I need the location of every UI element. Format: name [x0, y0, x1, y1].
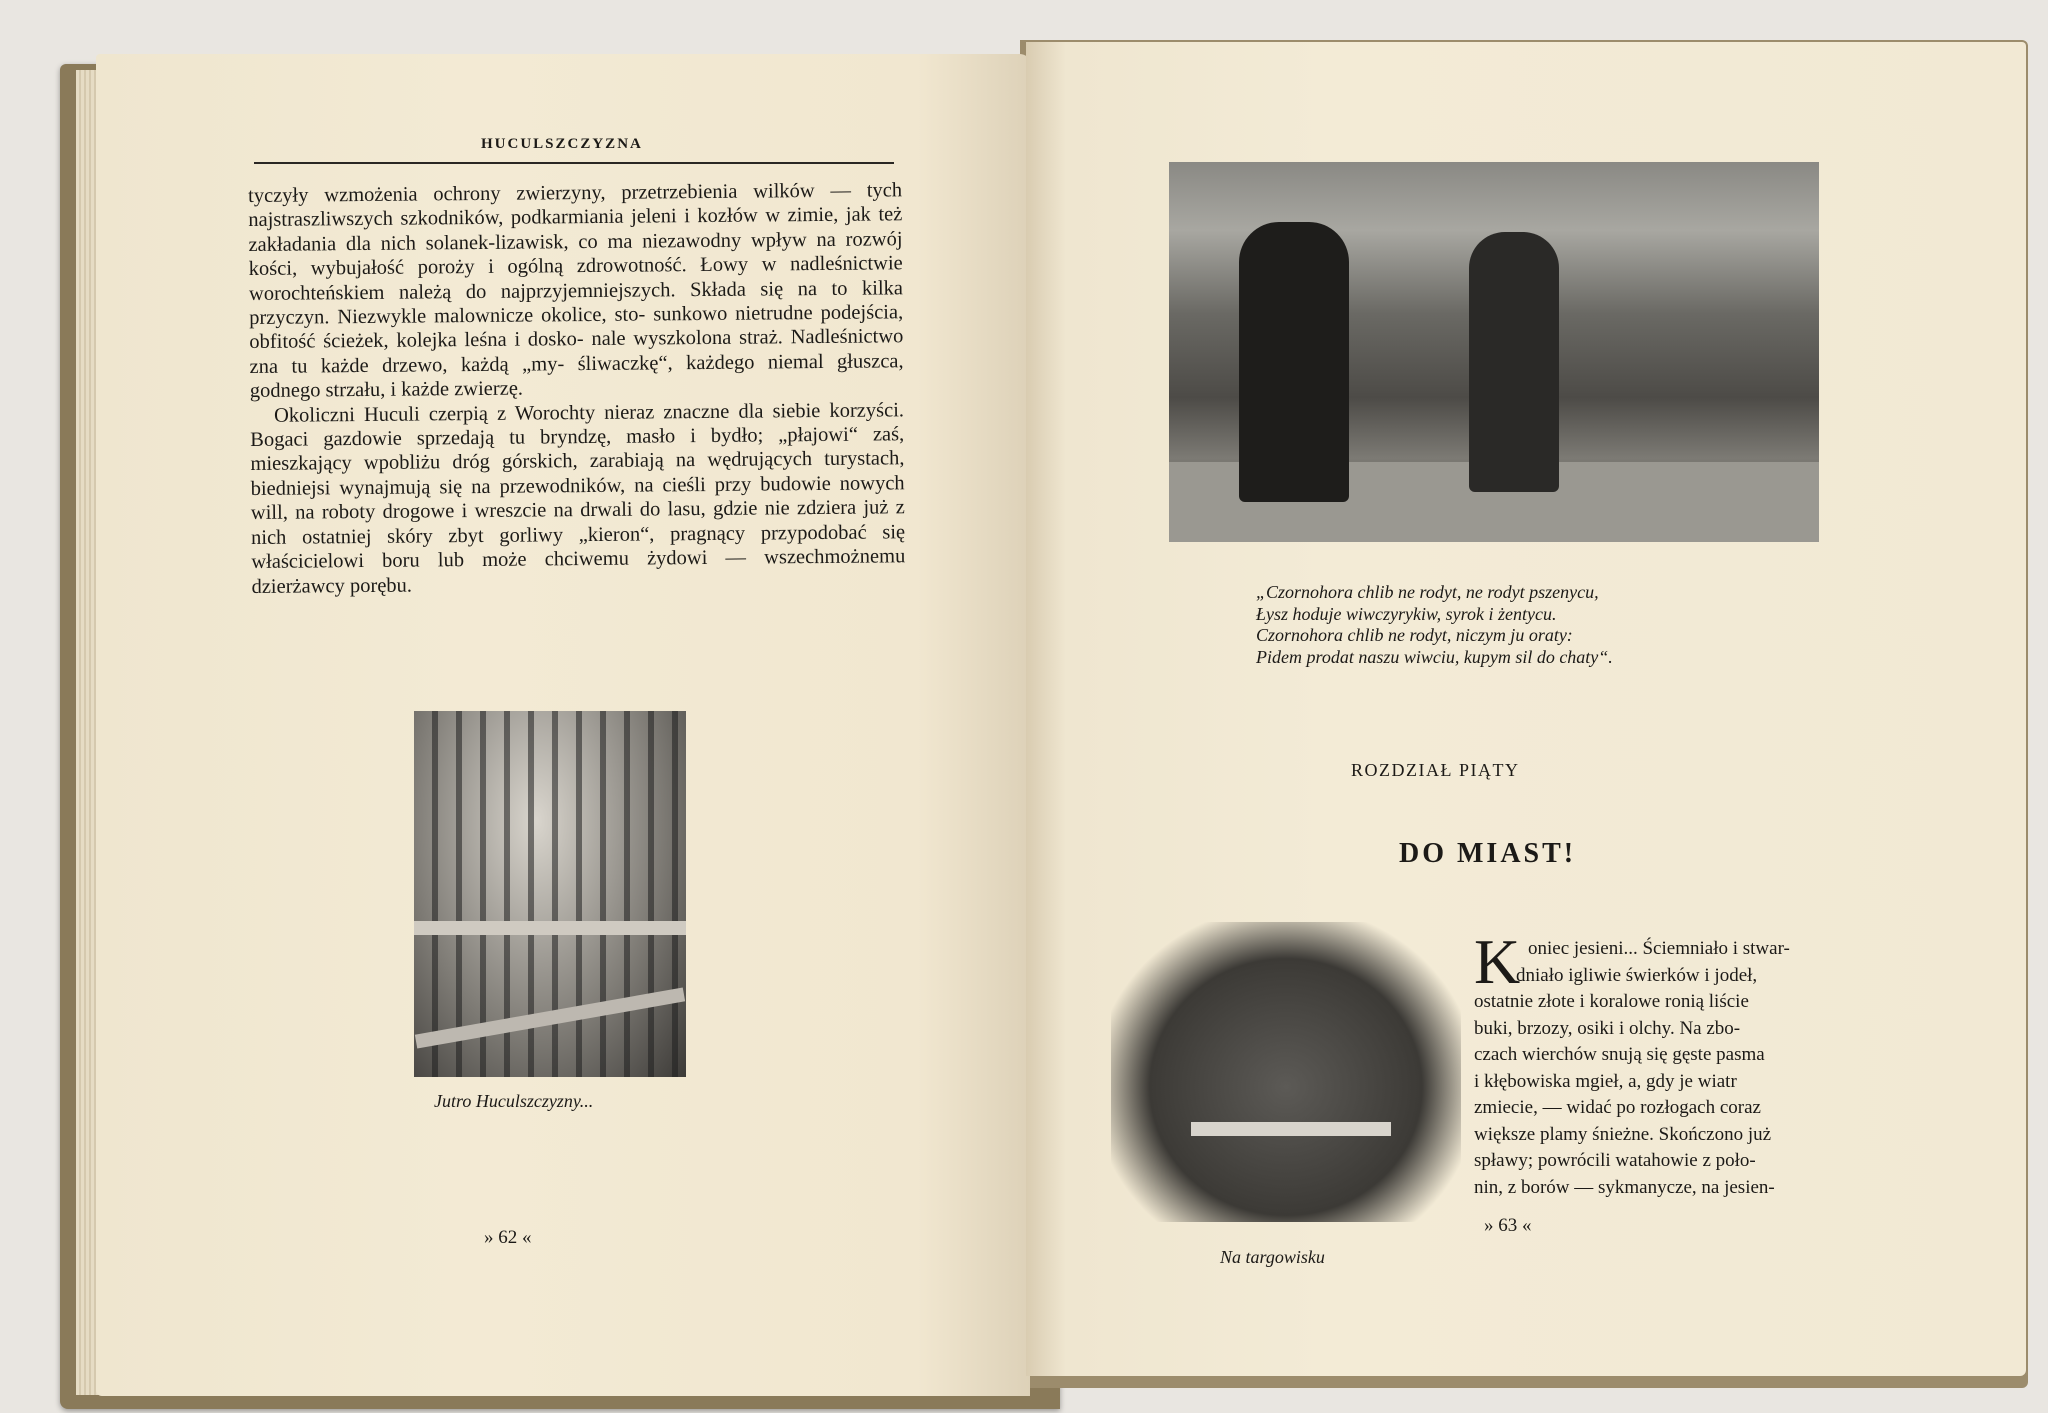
text-line: jak też zakładania dla nich solanek-lizawisk, co ma niezawodny [248, 203, 903, 256]
paragraph-2 [250, 398, 906, 599]
fence-rail [415, 987, 685, 1048]
right-page [1026, 42, 2026, 1376]
text-line: lub może chciwemu żydowi — wszechmożnemu dzierżawcy porębu. [251, 545, 906, 598]
text-line: Okoliczni Huculi czerpią z Worochty nieraz znaczne dla siebie [273, 399, 821, 427]
text-line: tyczyły wzmożenia ochrony zwierzyny, przetrzebienia wilków — tych [248, 179, 903, 207]
text-line: i kłębowiska mgieł, a, gdy je wiatr [1474, 1070, 1737, 1092]
text-line: spławy; powrócili watahowie z poło- [1474, 1150, 1756, 1171]
poem-line: Czornohora chlib ne rodyt, niczym ju oraty: [1256, 625, 1573, 645]
figure-man [1469, 232, 1559, 492]
text-line: sunkowo nietrudne podejścia, obfitość ścieżek, kolejka leśna i dosko- [249, 301, 904, 354]
text-line: nin, z borów — sykmanycze, na jesien- [1474, 1176, 1775, 1198]
chapter-label: ROZDZIAŁ PIĄTY [1351, 760, 1520, 780]
text-line: wpływ na rozwój kości, wybujałość poroży i ogólną zdrowotność. [248, 228, 903, 281]
bench [1191, 1122, 1391, 1136]
text-line: oniec jesieni... Ściemniało i stwar- [1528, 938, 1790, 959]
text-line: czach wierchów snują się gęste pasma [1474, 1044, 1765, 1065]
figure-woman [1239, 222, 1349, 502]
text-line: nale wyszkolona straż. Nadleśnictwo zna tu każde drzewo, każdą „my- [249, 325, 904, 378]
text-line: Składa się na to kilka przyczyn. Niezwykle malownicze okolice, sto- [249, 276, 904, 330]
drop-cap: K [1474, 926, 1521, 997]
text-line: na drwali do lasu, gdzie nie zdziera już z nich ostatniej skóry zbyt [250, 496, 905, 549]
running-head: HUCULSZCZYZNA [481, 136, 643, 152]
text-line: większe plamy śnieżne. Skończono już [1474, 1123, 1772, 1145]
text-line: gorliwy „kieron“, pragnący przypodobać się właścicielowi boru [251, 520, 906, 574]
photo-caption-right: Na targowisku [1220, 1247, 1325, 1267]
text-line: dniało igliwie świerków i jodeł, [1516, 964, 1758, 986]
left-page [96, 54, 1030, 1396]
page-number-right: » 63 « [1484, 1215, 1532, 1236]
text-line: na cieśli przy budowie nowych will, na roboty drogowe i wreszcie [250, 472, 905, 525]
poem-line: Łysz hoduje wiwczyrykiw, syrok i żentycu. [1256, 603, 1557, 624]
fence-rail [414, 921, 686, 935]
photo-caption-left: Jutro Huculszczyzny... [434, 1091, 594, 1111]
text-line: buki, brzozy, osiki i olchy. Na zbo- [1474, 1017, 1741, 1039]
header-rule [254, 162, 894, 164]
photo-market-scene [1111, 922, 1461, 1222]
text-line: wędrujących turystach, biedniejsi wynajmują się na przewodników, [250, 447, 905, 500]
text-line: „płajowi“ zaś, mieszkający wpobliżu dróg górskich, zarabiają na [250, 423, 905, 476]
poem [1256, 582, 1776, 668]
photo-children-at-fence [414, 711, 686, 1077]
text-line: śliwaczkę“, każdego niemal głuszca, godnego strzału, i każde zwierzę. [249, 350, 904, 403]
text-line: ostatnie złote i koralowe ronią liście [1474, 991, 1749, 1012]
paragraph-1 [248, 178, 904, 403]
chapter-title: DO MIAST! [1399, 838, 1577, 869]
poem-line: „Czornohora chlib ne rodyt, ne rodyt pszenycu, [1256, 582, 1599, 602]
left-body-text [248, 178, 906, 599]
poem-line: Pidem prodat naszu wiwciu, kupym sil do chaty“. [1256, 646, 1613, 667]
right-body-text [1474, 936, 1881, 1201]
page-number-left: » 62 « [484, 1227, 532, 1248]
text-line: najstraszliwszych szkodników, podkarmiania jeleni i kozłów w zimie, [248, 204, 839, 232]
text-line: korzyści. Bogaci gazdowie sprzedają tu bryndzę, masło i bydło; [250, 398, 905, 452]
text-line: Łowy w nadleśnictwie worochteńskiem należą do najprzyjemniejszych. [248, 252, 903, 305]
text-line: zmiecie, — widać po rozłogach coraz [1474, 1097, 1761, 1118]
photo-mountain-road [1169, 162, 1819, 542]
